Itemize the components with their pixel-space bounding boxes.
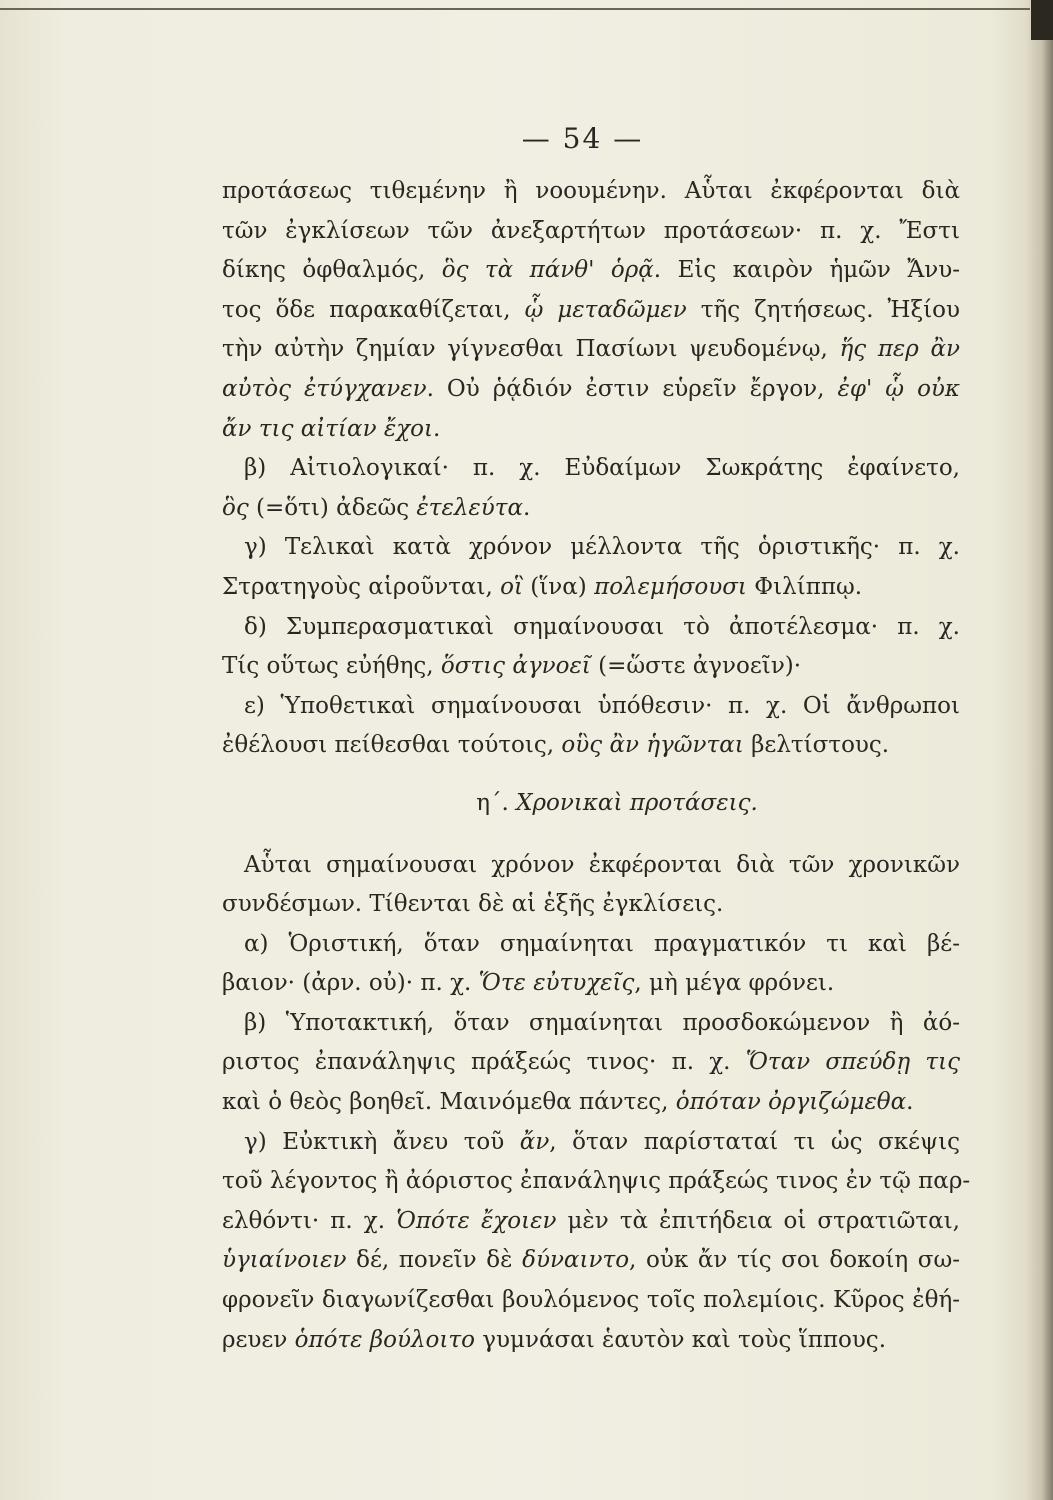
text-line: δ) Συμπερασματικαὶ σημαίνουσαι τὸ ἀποτέλεσμα· π. χ. <box>244 613 960 640</box>
section-heading: η΄. Χρονικαὶ προτάσεις. <box>476 789 758 816</box>
text-line: φρονεῖν διαγωνίζεσθαι βουλόμενος τοῖς πολεμίοις. Κῦρος ἐθή- <box>222 1287 960 1314</box>
text-line: βαιον· (ἀρν. οὐ)· π. χ. Ὅτε εὐτυχεῖς, μὴ μέγα φρόνει. <box>222 970 835 997</box>
page-number: — 54 — <box>521 122 644 155</box>
text-line: Αὗται σημαίνουσαι χρόνον ἐκφέρονται διὰ τῶν χρονικῶν <box>244 851 960 878</box>
text-line: ὃς (=ὅτι) ἀδεῶς ἐτελεύτα. <box>222 494 531 521</box>
text-line: τος ὅδε παρακαθίζεται, ᾧ μεταδῶμεν τῆς ζητήσεως. Ἠξίου <box>222 296 960 323</box>
text-line: Τίς οὕτως εὐήθης, ὅστις ἀγνοεῖ (=ὥστε ἀγνοεῖν)· <box>222 653 802 680</box>
text-line: ἄν τις αἰτίαν ἔχοι. <box>222 415 441 442</box>
text-line: ὑγιαίνοιεν δέ, πονεῖν δὲ δύναιντο, οὐκ ἄν τίς σοι δοκοίη σω- <box>222 1247 960 1274</box>
text-line: τὴν αὐτὴν ζημίαν γίγνεσθαι Πασίωνι ψευδομένῳ, ἥς περ ἂν <box>222 336 961 363</box>
text-line: προτάσεως τιθεμένην ἢ νοουμένην. Αὗται ἐκφέρονται διὰ <box>222 178 960 204</box>
text-line: τοῦ λέγοντος ἢ ἀόριστος ἐπανάληψις πράξεώς τινος ἐν τῷ παρ- <box>222 1168 971 1195</box>
text-line: ἐθέλουσι πείθεσθαι τούτοις, οὓς ἂν ἡγῶνται βελτίστους. <box>222 732 890 759</box>
text-line: συνδέσμων. Τίθενται δὲ αἱ ἑξῆς ἐγκλίσεις. <box>222 891 724 918</box>
text-line: καὶ ὁ θεὸς βοηθεῖ. Μαινόμεθα πάντες, ὁπόταν ὀργιζώμεθα. <box>222 1089 914 1116</box>
text-line: Στρατηγοὺς αἱροῦνται, οἳ (ἵνα) πολεμήσουσι Φιλίππῳ. <box>222 573 863 600</box>
text-line: γ) Εὐκτικὴ ἄνευ τοῦ ἄν, ὅταν παρίσταταί τι ὡς σκέψις <box>244 1128 960 1155</box>
text-line: α) Ὁριστική, ὅταν σημαίνηται πραγματικόν τι καὶ βέ- <box>244 930 960 957</box>
text-line: β) Αἰτιολογικαί· π. χ. Εὐδαίμων Σωκράτης ἐφαίνετο, <box>244 455 960 482</box>
text-line: γ) Τελικαὶ κατὰ χρόνον μέλλοντα τῆς ὁριστικῆς· π. χ. <box>244 534 960 561</box>
text-line: β) Ὑποτακτική, ὅταν σημαίνηται προσδοκώμενον ἢ ἀό- <box>244 1009 960 1036</box>
text-line: ε) Ὑποθετικαὶ σημαίνουσαι ὑπόθεσιν· π. χ. Οἱ ἄνθρωποι <box>244 692 960 719</box>
page-corner <box>1031 0 1053 40</box>
text-line: τῶν ἐγκλίσεων τῶν ἀνεξαρτήτων προτάσεων· π. χ. Ἔστι <box>222 217 960 244</box>
text-line: αὐτὸς ἐτύγχανεν. Οὐ ῥᾴδιόν ἐστιν εὑρεῖν ἔργον, ἐφ' ᾧ οὐκ <box>222 375 960 402</box>
text-line: ρευεν ὁπότε βούλοιτο γυμνάσαι ἑαυτὸν καὶ τοὺς ἵππους. <box>222 1326 887 1353</box>
body-text <box>222 172 971 1360</box>
text-line: δίκης ὀφθαλμός, ὃς τὰ πάνθ' ὁρᾷ. Εἰς καιρὸν ἡμῶν Ἄνυ- <box>222 257 960 284</box>
page-edge-shadow <box>1025 0 1053 1500</box>
top-rule <box>0 8 1030 10</box>
text-line: ελθόντι· π. χ. Ὁπότε ἔχοιεν μὲν τὰ ἐπιτήδεια οἱ στρατιῶται, <box>222 1207 960 1234</box>
text-line: ριστος ἐπανάληψις πράξεώς τινος· π. χ. Ὅταν σπεύδῃ τις <box>222 1049 961 1076</box>
